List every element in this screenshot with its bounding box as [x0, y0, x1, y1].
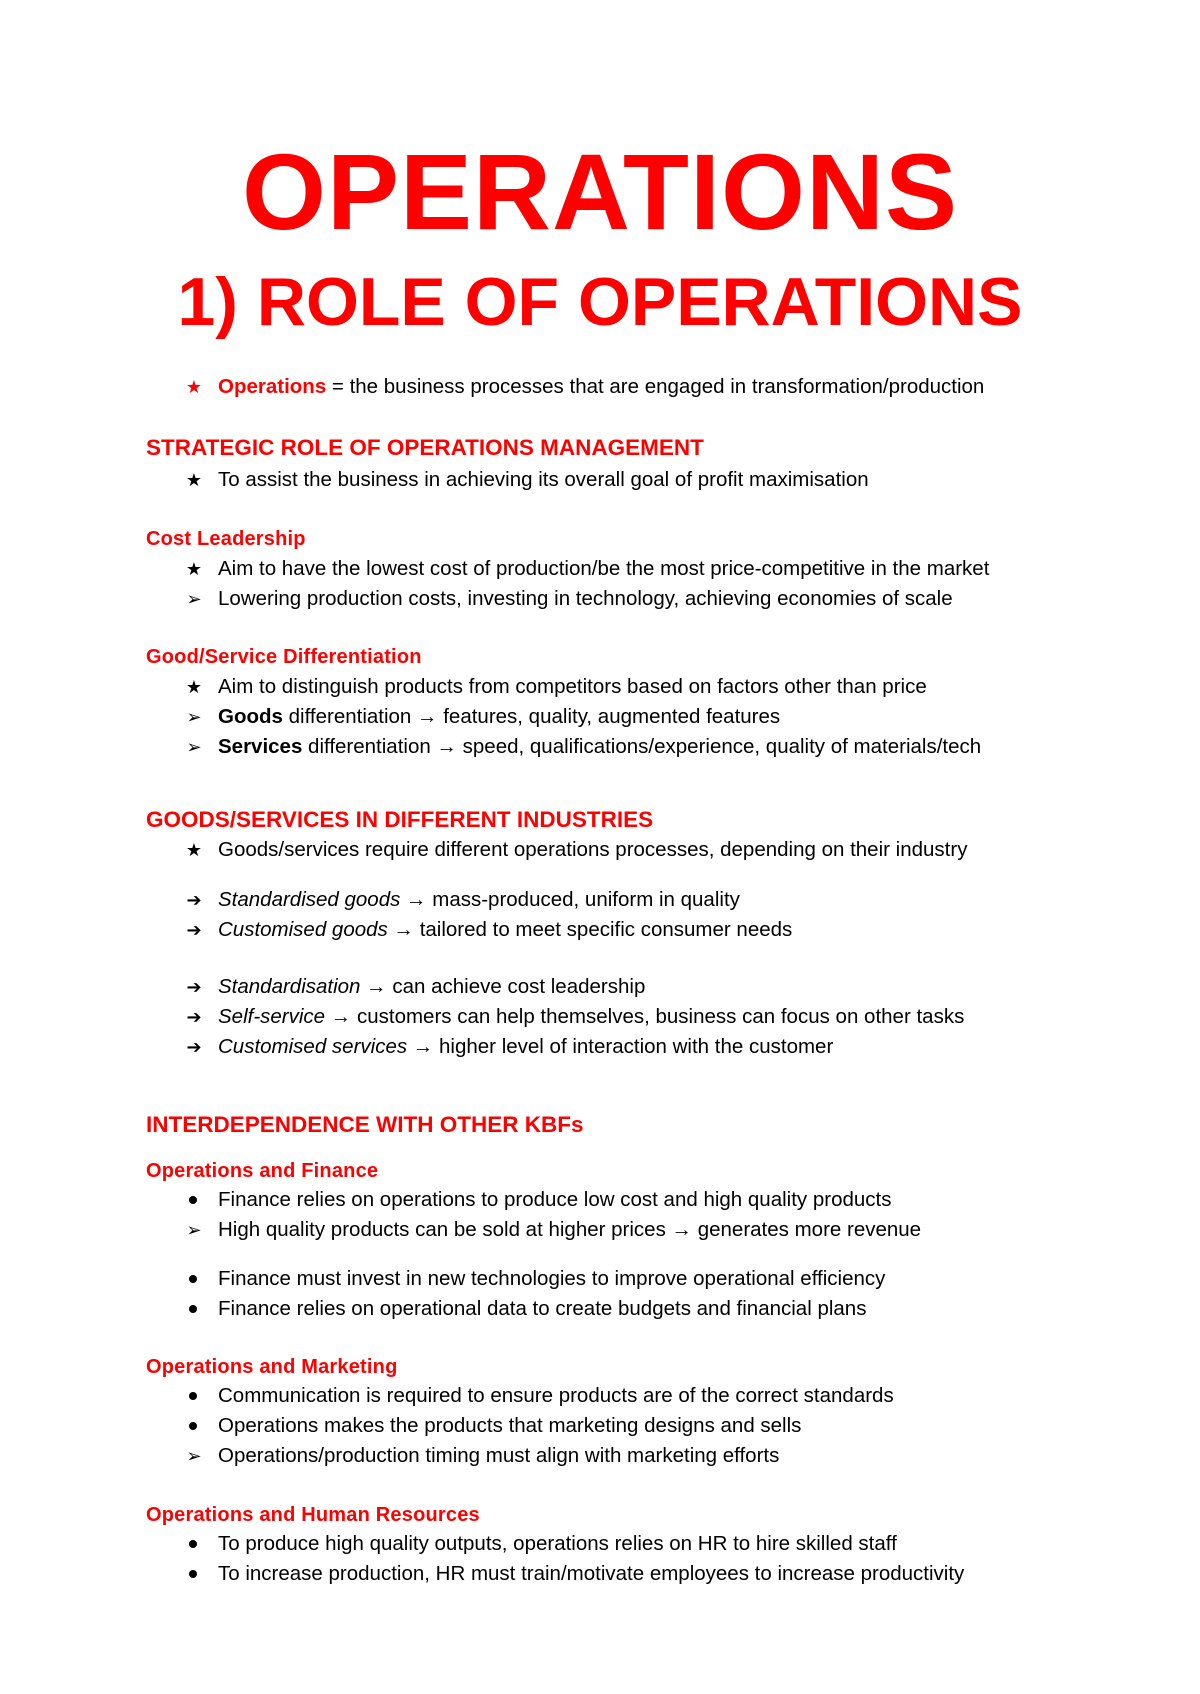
list-item-term: Standardisation: [218, 975, 361, 998]
list-item-text: To increase production, HR must train/motivate employees to increase productivity: [218, 1562, 965, 1585]
list-item-text: Lowering production costs, investing in technology, achieving economies of scale: [218, 587, 953, 610]
list-item-term: Customised goods: [218, 918, 388, 941]
star-icon: ★: [185, 677, 203, 697]
list-item-text: Goods/services require different operations processes, depending on their industry: [218, 838, 968, 861]
list-item-text: → mass-produced, uniform in quality: [400, 888, 740, 911]
list-item-text: → can achieve cost leadership: [360, 975, 646, 998]
arrow-right-icon: ➔: [186, 1007, 202, 1027]
list-item-text: Finance must invest in new technologies to improve operational efficiency: [218, 1267, 886, 1290]
list-item-text: Aim to have the lowest cost of production/be the most price-competitive in the market: [218, 557, 990, 580]
list-item-term: Standardised goods: [218, 888, 401, 911]
list-item-text: → customers can help themselves, business can focus on other tasks: [325, 1005, 965, 1028]
star-icon: ★: [185, 377, 203, 397]
list-item-text: differentiation → features, quality, augmented features: [282, 705, 781, 728]
arrow-right-icon: ➔: [186, 977, 202, 997]
star-icon: ★: [185, 559, 203, 579]
differentiation-heading: Good/Service Differentiation: [146, 646, 422, 668]
interdependence-heading: INTERDEPENDENCE WITH OTHER KBFs: [146, 1112, 584, 1137]
list-item-text: Aim to distinguish products from competitors based on factors other than price: [218, 675, 927, 698]
list-item-text: To produce high quality outputs, operations relies on HR to hire skilled staff: [218, 1532, 897, 1555]
bullet-dot-icon: [189, 1196, 197, 1204]
bullet-dot-icon: [189, 1392, 197, 1400]
arrow-right-icon: ➔: [186, 920, 202, 940]
bullet-dot-icon: [189, 1275, 197, 1283]
list-item-text: → higher level of interaction with the customer: [407, 1035, 834, 1058]
star-icon: ★: [185, 840, 203, 860]
list-item-term: Services: [218, 735, 303, 758]
list-item-text: High quality products can be sold at higher prices → generates more revenue: [218, 1218, 922, 1241]
definition-text: = the business processes that are engaged in transformation/production: [326, 375, 985, 398]
finance-heading: Operations and Finance: [146, 1160, 379, 1182]
list-item-text: differentiation → speed, qualifications/experience, quality of materials/tech: [302, 735, 982, 758]
industries-heading: GOODS/SERVICES IN DIFFERENT INDUSTRIES: [146, 807, 654, 832]
page-title: OPERATIONS: [241, 131, 959, 252]
definition-term: Operations: [218, 375, 327, 398]
arrow-right-icon: ➔: [186, 890, 202, 910]
list-item-text: Finance relies on operations to produce low cost and high quality products: [218, 1188, 892, 1211]
list-item-text: To assist the business in achieving its overall goal of profit maximisation: [218, 468, 869, 491]
list-item-text: → tailored to meet specific consumer needs: [387, 918, 793, 941]
section-title: 1) ROLE OF OPERATIONS: [177, 264, 1023, 340]
list-item-text: Operations/production timing must align with marketing efforts: [218, 1444, 780, 1467]
list-item-text: Communication is required to ensure products are of the correct standards: [218, 1384, 894, 1407]
arrowhead-icon: ➢: [186, 707, 202, 727]
bullet-dot-icon: [189, 1570, 197, 1578]
list-item-text: Operations makes the products that marketing designs and sells: [218, 1414, 802, 1437]
arrow-right-icon: ➔: [186, 1037, 202, 1057]
arrowhead-icon: ➢: [186, 589, 202, 609]
arrowhead-icon: ➢: [186, 1220, 202, 1240]
list-item-text: Finance relies on operational data to create budgets and financial plans: [218, 1297, 867, 1320]
cost-leadership-heading: Cost Leadership: [146, 528, 306, 550]
bullet-dot-icon: [189, 1305, 197, 1313]
hr-heading: Operations and Human Resources: [146, 1504, 480, 1526]
bullet-dot-icon: [189, 1540, 197, 1548]
arrowhead-icon: ➢: [186, 1446, 202, 1466]
arrowhead-icon: ➢: [186, 737, 202, 757]
list-item-term: Self-service: [218, 1005, 326, 1028]
marketing-heading: Operations and Marketing: [146, 1356, 398, 1378]
bullet-dot-icon: [189, 1422, 197, 1430]
strategic-heading: STRATEGIC ROLE OF OPERATIONS MANAGEMENT: [146, 435, 704, 460]
star-icon: ★: [185, 470, 203, 490]
list-item-term: Customised services: [218, 1035, 408, 1058]
list-item-term: Goods: [218, 705, 283, 728]
